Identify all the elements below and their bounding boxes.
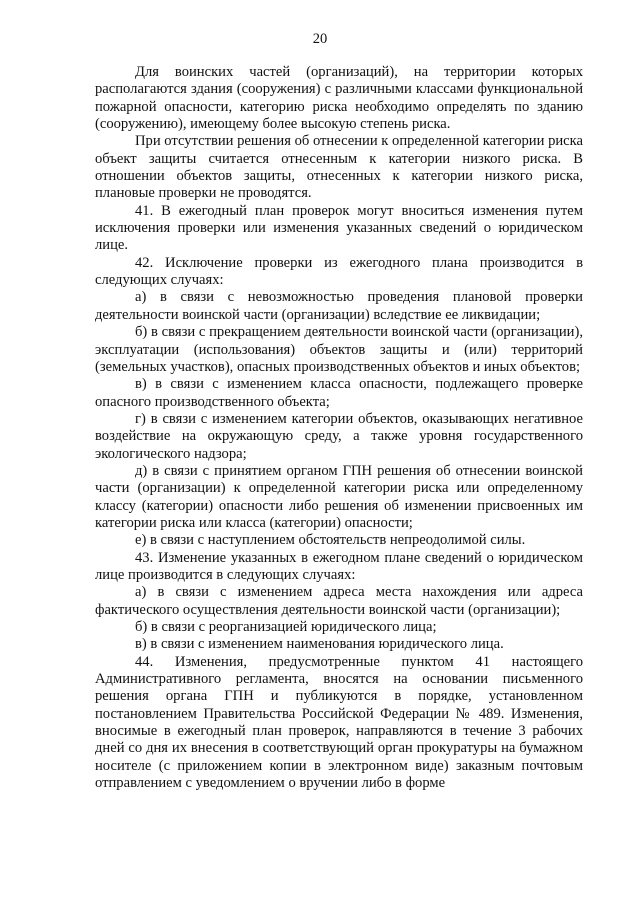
paragraph-44: 44. Изменения, предусмотренные пунктом 41 настоящего Административного регламента, вносятся на основании письменного решения органа ГПН и публикуются в порядке, установленном постановлением Правительства Российской Федерации № 489. Изменения, вносимые в ежегодный план проверок, направляются в течение 3 рабочих дней со дня их внесения в соответствующий орган прокуратуры на бумажном носителе (с приложением копии в электронном виде) заказным почтовым отправлением с уведомлением о вручении либо в форме (95, 653, 583, 792)
paragraph-42-e: е) в связи с наступлением обстоятельств непреодолимой силы. (135, 532, 526, 549)
paragraph-42-g: г) в связи с изменением категории объектов, оказывающих негативное воздействие на окружающую среду, а также уровня государственного экологического надзора; (95, 410, 583, 462)
document-body (95, 64, 583, 792)
paragraph-low-risk-default: При отсутствии решения об отнесении к определенной категории риска объект защиты считается отнесенным к категории низкого риска. В отношении объектов защиты, отнесенных к категории низкого риска, плановые проверки не проводятся. (95, 133, 583, 202)
paragraph-42-v: в) в связи с изменением класса опасности, подлежащего проверке опасного производственного объекта; (95, 376, 583, 410)
paragraph-43: 43. Изменение указанных в ежегодном плане сведений о юридическом лице производится в следующих случаях: (95, 549, 583, 583)
paragraph-41: 41. В ежегодный план проверок могут вноситься изменения путем исключения проверки или изменения указанных сведений о юридическом лице. (95, 202, 583, 254)
paragraph-42-d: д) в связи с принятием органом ГПН решения об отнесении воинской части (организации) к определенной категории риска или определенному классу (категории) опасности либо решения об изменении присвоенных им категории риска или класса (категории) опасности; (95, 462, 583, 531)
paragraph-43-a: а) в связи с изменением адреса места нахождения или адреса фактического осуществления деятельности воинской части (организации); (95, 584, 583, 618)
paragraph-43-b: б) в связи с реорганизацией юридического лица; (135, 619, 437, 635)
paragraph-42-b: б) в связи с прекращением деятельности воинской части (организации), эксплуатации (использования) объектов защиты и (или) территорий (земельных участков), опасных производственных объектов и иных объектов; (95, 324, 583, 375)
paragraph-42-a: а) в связи с невозможностью проведения плановой проверки деятельности воинской части (организации) вследствие ее ликвидации; (95, 289, 583, 323)
paragraph-military-units-risk: Для воинских частей (организаций), на территории которых располагаются здания (сооружения) с различными классами функциональной пожарной опасности, категорию риска необходимо определять по зданию (сооружению), имеющему более высокую степень риска. (95, 64, 583, 133)
page-number: 20 (312, 31, 328, 47)
paragraph-43-v: в) в связи с изменением наименования юридического лица. (135, 636, 504, 653)
paragraph-42: 42. Исключение проверки из ежегодного плана производится в следующих случаях: (95, 254, 583, 289)
